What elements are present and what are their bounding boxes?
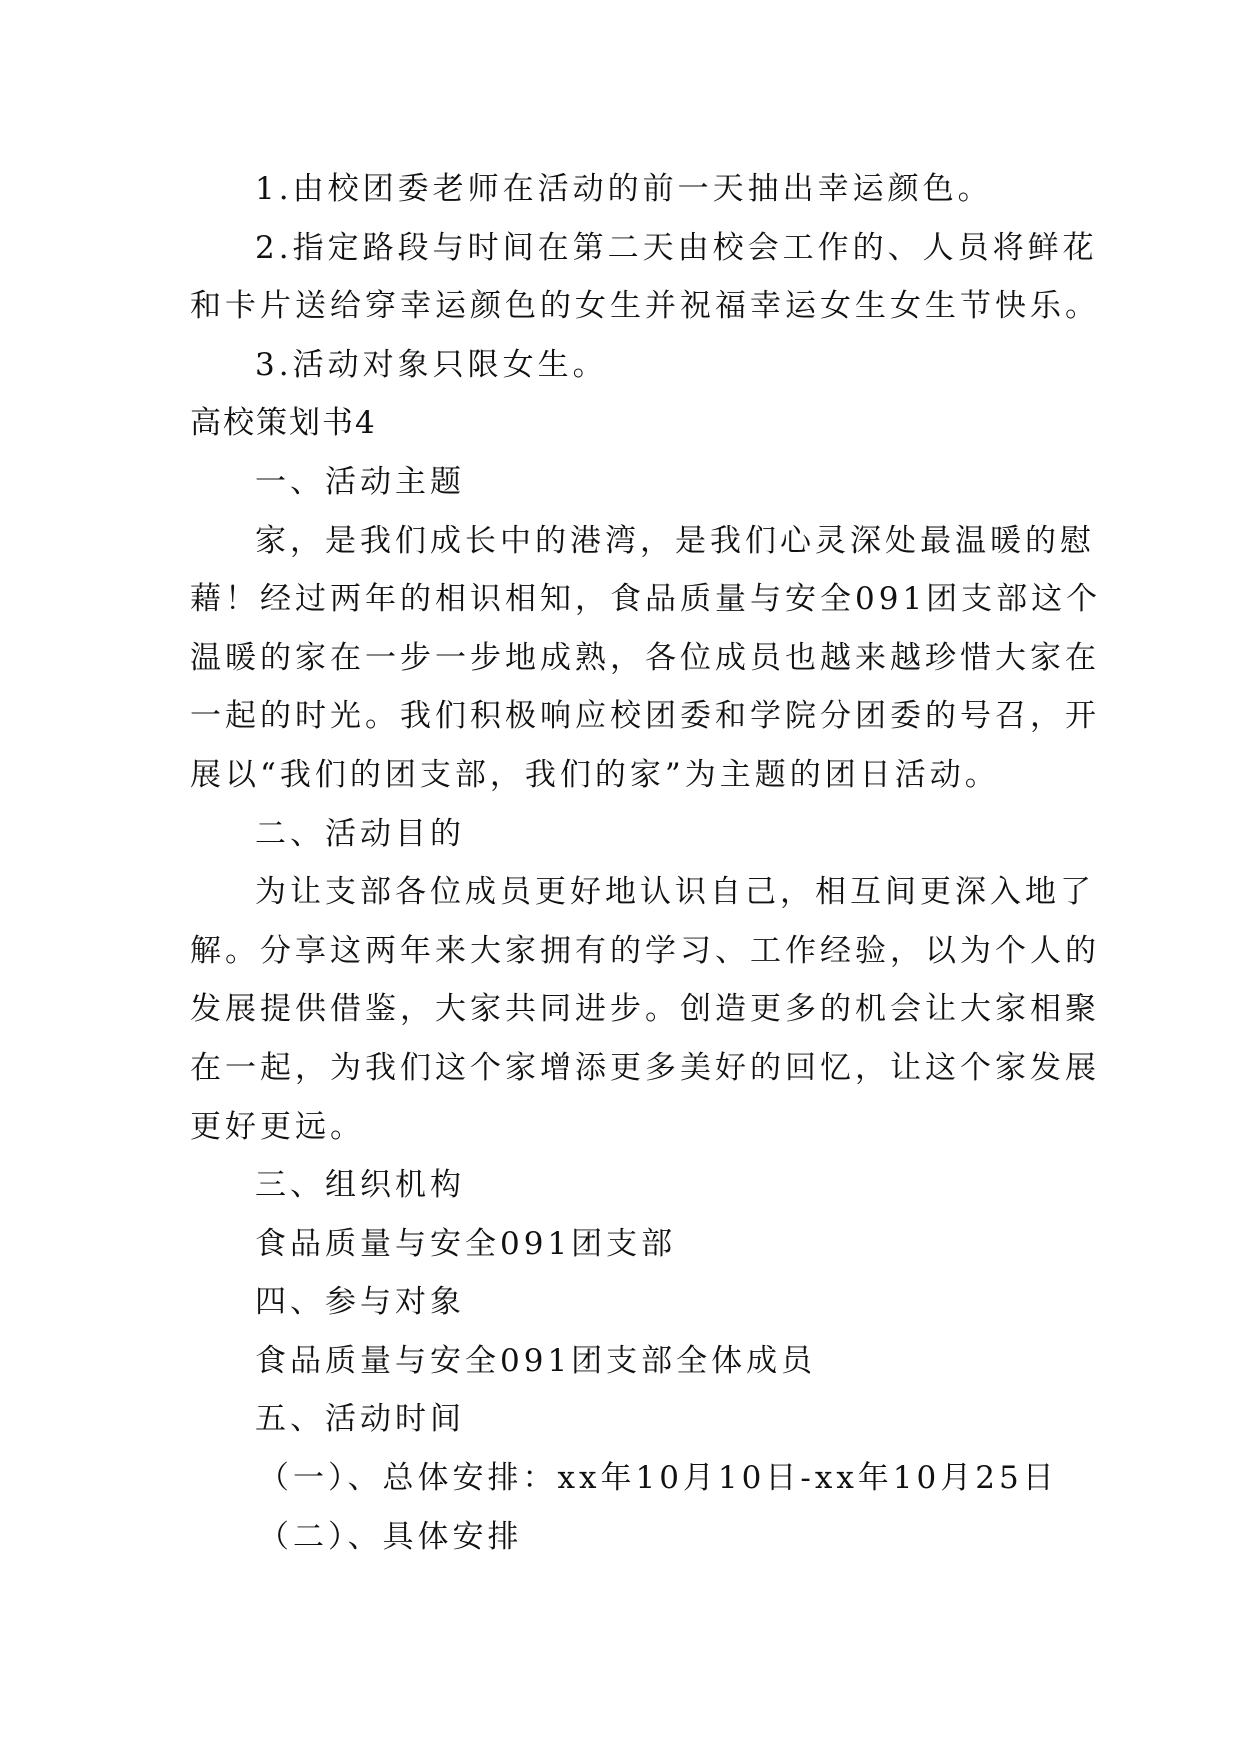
list-item-2-line-1: 2.指定路段与时间在第二天由校会工作的、人员将鲜花 xyxy=(255,229,1098,266)
heading-activity-purpose: 二、活动目的 xyxy=(255,815,465,852)
paragraph-theme-line-3: 温暖的家在一步一步地成熟，各位成员也越来越珍惜大家在 xyxy=(190,639,1100,676)
detailed-schedule: （二）、具体安排 xyxy=(258,1518,523,1555)
paragraph-purpose-line-2: 解。分享这两年来大家拥有的学习、工作经验，以为个人的 xyxy=(190,932,1100,969)
paragraph-purpose-line-3: 发展提供借鉴，大家共同进步。创造更多的机会让大家相聚 xyxy=(190,991,1100,1028)
heading-activity-theme: 一、活动主题 xyxy=(255,463,465,500)
heading-organization: 三、组织机构 xyxy=(255,1167,465,1204)
heading-participants: 四、参与对象 xyxy=(255,1284,465,1321)
paragraph-theme-line-5: 展以“我们的团支部，我们的家”为主题的团日活动。 xyxy=(190,756,1000,793)
paragraph-theme-line-2: 藉！经过两年的相识相知，食品质量与安全091团支部这个 xyxy=(190,581,1102,618)
heading-activity-time: 五、活动时间 xyxy=(255,1401,465,1438)
paragraph-purpose-line-1: 为让支部各位成员更好地认识自己，相互间更深入地了 xyxy=(255,874,1095,911)
paragraph-purpose-line-4: 在一起，为我们这个家增添更多美好的回忆，让这个家发展 xyxy=(190,1049,1100,1086)
organization-text: 食品质量与安全091团支部 xyxy=(255,1225,677,1262)
section-title: 高校策划书4 xyxy=(190,405,377,442)
list-item-3: 3.活动对象只限女生。 xyxy=(255,346,608,383)
paragraph-theme-line-1: 家，是我们成长中的港湾，是我们心灵深处最温暖的慰 xyxy=(255,522,1095,559)
paragraph-theme-line-4: 一起的时光。我们积极响应校团委和学院分团委的号召，开 xyxy=(190,698,1100,735)
list-item-1: 1.由校团委老师在活动的前一天抽出幸运颜色。 xyxy=(255,171,993,207)
list-item-2-line-2: 和卡片送给穿幸运颜色的女生并祝福幸运女生女生节快乐。 xyxy=(190,288,1100,325)
participants-text: 食品质量与安全091团支部全体成员 xyxy=(255,1342,817,1379)
document-body xyxy=(190,160,1102,1566)
paragraph-purpose-line-5: 更好更远。 xyxy=(190,1108,365,1145)
overall-schedule: （一）、总体安排：xx年10月10日-xx年10月25日 xyxy=(258,1460,1058,1497)
